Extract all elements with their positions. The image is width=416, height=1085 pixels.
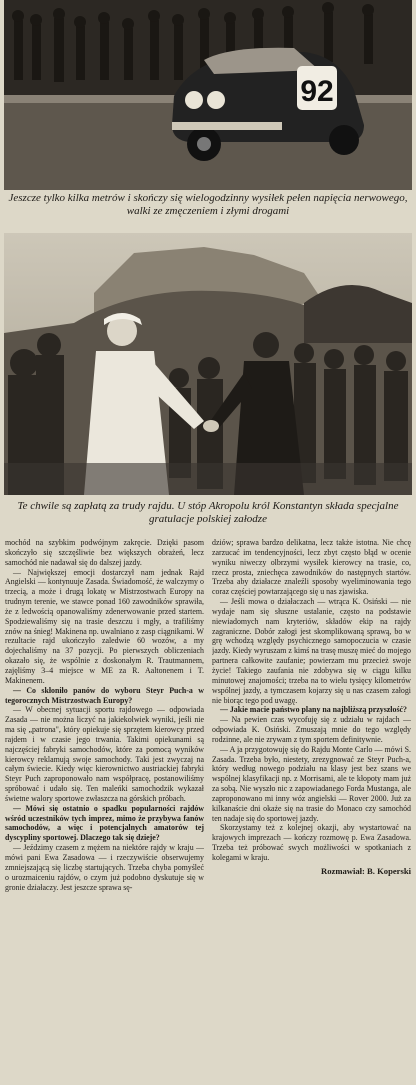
photo2-caption: Te chwile są zapłatą za trudy rajdu. U stóp Akropolu król Konstantyn składa specjalne gratulacje polskiej załodze — [17, 500, 399, 525]
article-paragraph: — Na pewien czas wycofuję się z udziału w rajdach — odpowiada K. Osiński. Zmuszają mnie do tego względy rodzinne, ale nie zrywam z tym sportem definitywnie. — [212, 715, 411, 744]
interview-question: — Jakie macie państwo plany na najbliższą przyszłość? — [220, 705, 407, 715]
acropolis-handshake-image — [4, 233, 412, 495]
article-paragraph: — Jeśli mowa o działaczach — wtrąca K. Osiński — nie wydaje nam się słuszne ustalanie, często na podstawie niewiadomych nam kryteriów, składów ekip na rajdy zagraniczne. Dobór załogi jest skomplikowaną sprawą, bo w grę wchodzą względy psychicznego samopoczucia w czasie jazdy. Kiedy wyruszam z kimś na trasę muszę mieć do mojego partnera całkowite zaufanie; powierzam mu przecież swoje życie! Takiego zaufania nie zdobywa się w ciągu kilku minutowej znajomości; trzeba na to wielu tysięcy kilometrów wspólnej jazdy, a tymczasem kojarzy się u nas czasem załogi nie biorąc tego pod uwagę. — [212, 597, 411, 705]
author-byline: Rozmawiał: B. Koperski — [321, 865, 411, 876]
article-paragraph: dziów; sprawa bardzo delikatna, lecz także istotna. Nie chcę zarzucać im tendencyjności, lecz zbyt często błąd w ocenie wyniku niweczy olbrzymi wysiłek kierowcy na trasie, co, rzecz prosta, zniechęca zawodników do następnych startów. Trzeba aby działacze znaleźli sposoby wyeliminowania tego coraz częściej powtarzającego się u nas zjawiska. — [212, 538, 411, 597]
photo1-caption: Jeszcze tylko kilka metrów i skończy się wielogodzinny wysiłek pełen napięcia nerwowego, walki ze zmęczeniem i złymi drogami — [8, 192, 408, 217]
interview-question: — Co skłoniło panów do wyboru Steyr Puch-a w tegorocznych Mistrzostwach Europy? — [5, 685, 204, 705]
acropolis-handshake-photo — [4, 233, 412, 495]
article-paragraph: — W obecnej sytuacji sportu rajdowego — odpowiada Zasada — nie można liczyć na jakiekolwiek wyniki, jeśli nie ma się „patrona", który opiekuje się sprzętem kierowcy przed rajdem i w czasie jego trwania. Takimi opiekunami są najczęściej fabryki samochodów, które za pomocą wyników kierowcy reklamują swoje samochody. Taki jest zwyczaj na całym świecie. Kiedy więc kierownictwo austriackiej fabryki Steyr Puch zaproponowało nam współpracę, postanowiliśmy spróbować i udało się. Ten maleńki samochodzik wykazał świetne walory sportowe zwłaszcza na górskich próbach. — [5, 705, 204, 803]
article-paragraph: — A ja przygotowuję się do Rajdu Monte Carlo — mówi S. Zasada. Trzeba było, niestety, zrezygnować ze Steyr Puch-a, który według nowego podziału na klasy jest bez szans we wspólnej klasyfikacji np. z Morrisami, ale te kłopoty mam już za sobą. Nie wyszło nic z zapowiadanego Forda Mustanga, ale zaproponowano mi inny wóz angielski — Rover 2000. Już za kilkanaście dni okaże się na trasie do Monaco czy samochód ten nadaje się do sportowej jazdy. — [212, 744, 411, 823]
rally-car-image — [4, 0, 412, 190]
article-paragraph: — Największej emocji dostarczył nam jednak Rajd Angielski — kontynuuje Zasada. Świadomość, że walczymy o trzecią, a może i drugą lokatę w Mistrzostwach Europy na trudnym terenie, we stawce ponad 160 zawodników sprawiła, że z ledwością opanowaliśmy zdenerwowanie przed startem. Spodziewaliśmy się na trasie deszczu i mgły, a trafiliśmy znów na śnieg! Makinena np. uwalniano z zasp ciągnikami. W rezultacie rajd ukończyło zaledwie 60 wozów, a my dojechaliśmy na 37 pozycji. Po pierwszych obliczeniach okazało się, że wspólnie z doskonałym R. Trautmannem, zajęliśmy 3–4 miejsce w ME za R. Aaltonenem i T. Makinenem. — [5, 567, 204, 685]
article-paragraph: mochód na szybkim podwójnym zakręcie. Dzięki pasom skończyło się szczęśliwie bez większych obrażeń, lecz samochód nie nadawał się do dalszej jazdy. — [5, 538, 204, 567]
article-paragraph: Skorzystamy też z kolejnej okazji, aby wystartować na krajowych imprezach — kończy rozmowę p. Ewa Zasadowa. Trzeba też próbować swych możliwości w spotkaniach z kolegami w kraju. — [212, 823, 411, 862]
rally-car-photo — [4, 0, 412, 190]
article-column-right — [212, 538, 411, 1083]
car-number: 92 — [300, 75, 334, 108]
article-paragraph: — Jeździmy czasem z mężem na niektóre rajdy w kraju — mówi pani Ewa Zasadowa — i rzeczywiście obserwujemy zmniejszającą się liczbę startujących. Trzeba chyba pomyśleć o urozmaiceniu rajdów, o czym już podobno dyskutuje się w gronie działaczy. Jest jeszcze sprawa sę- — [5, 843, 204, 892]
interview-article — [5, 538, 411, 1083]
article-column-left — [5, 538, 204, 1083]
interview-question: — Mówi się ostatnio o spadku popularności rajdów wśród uczestników tych imprez, mimo że przybywa fanów samochodów, a więc i potencjalnych amatorów tej dyscypliny sportowej. Dlaczego tak się dzieje? — [5, 803, 204, 843]
